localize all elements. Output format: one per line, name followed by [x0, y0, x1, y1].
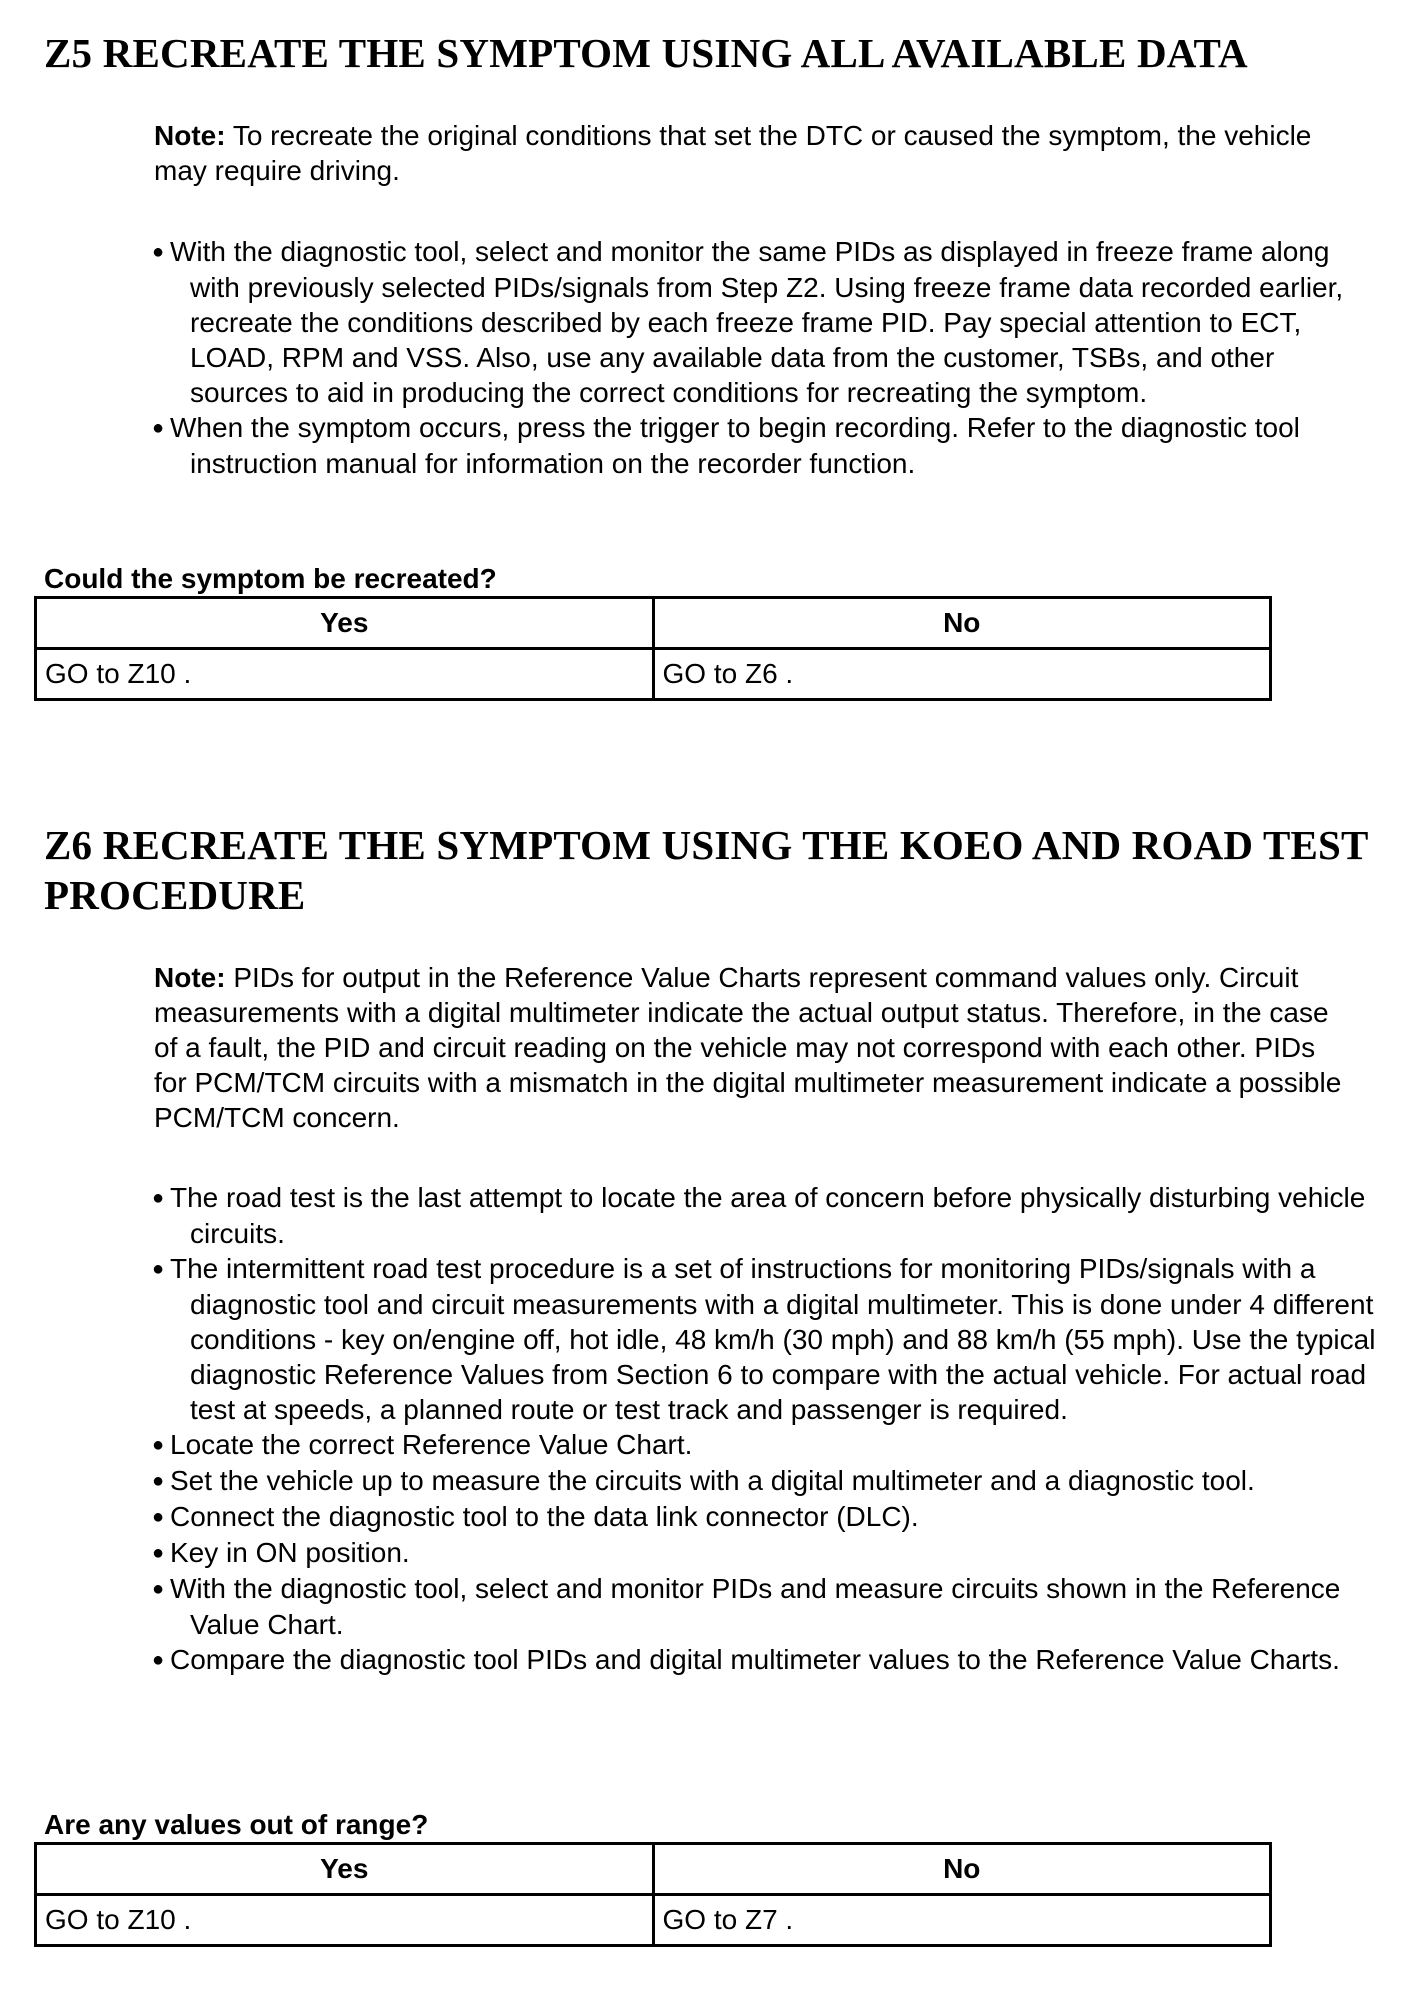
z6-bullet-list: [134, 1180, 1379, 1678]
z6-bullet-item: [134, 1427, 1379, 1463]
z6-bullet-item: [134, 1251, 1379, 1427]
bullet-icon: ●: [152, 1258, 165, 1280]
z6-bullet-text: Key in ON position.: [170, 1537, 410, 1568]
z6-bullet-text: With the diagnostic tool, select and monitor PIDs and measure circuits shown in the Reference Value Chart.: [170, 1573, 1341, 1640]
bullet-icon: ●: [152, 241, 165, 263]
table-header-row: [36, 598, 1271, 649]
yes-header: Yes: [36, 1844, 654, 1895]
z6-note-text: PIDs for output in the Reference Value Charts represent command values only. Circuit measurements with a digital multimeter indicate the actual output status. Therefore, in the case of a fault, the PID and circuit reading on the vehicle may not correspond with each other. PIDs for PCM/TCM circuits with a mismatch in the digital multimeter measurement indicate a possible PCM/TCM concern.: [154, 962, 1342, 1133]
bullet-icon: ●: [152, 1434, 165, 1456]
z6-bullet-text: The road test is the last attempt to locate the area of concern before physically disturbing vehicle circuits.: [170, 1182, 1366, 1249]
bullet-icon: ●: [152, 1542, 165, 1564]
z6-bullet-text: Connect the diagnostic tool to the data link connector (DLC).: [170, 1501, 919, 1532]
bullet-icon: ●: [152, 1187, 165, 1209]
z5-note: [154, 118, 1354, 188]
z5-bullet-item: [134, 234, 1379, 410]
z6-bullet-item: [134, 1642, 1379, 1678]
z6-note: [154, 960, 1354, 1135]
no-action-link[interactable]: GO to Z6 .: [653, 649, 1271, 700]
z6-decision-table: [34, 1842, 1272, 1947]
bullet-icon: ●: [152, 1470, 165, 1492]
z5-bullet-text: With the diagnostic tool, select and monitor the same PIDs as displayed in freeze frame along with previously selected PIDs/signals from Step Z2. Using freeze frame data recorded earlier, recreate the conditions described by each freeze frame PID. Pay special attention to ECT, LOAD, RPM and VSS. Also, use any available data from the customer, TSBs, and other sources to aid in producing the correct conditions for recreating the symptom.: [170, 236, 1344, 408]
z6-bullet-item: [134, 1535, 1379, 1571]
z6-bullet-text: Compare the diagnostic tool PIDs and digital multimeter values to the Reference Value Charts.: [170, 1644, 1340, 1675]
z5-note-text: To recreate the original conditions that set the DTC or caused the symptom, the vehicle may require driving.: [154, 120, 1312, 186]
no-header: No: [653, 598, 1271, 649]
bullet-icon: ●: [152, 1649, 165, 1671]
z5-bullet-item: [134, 410, 1379, 481]
z5-heading: Z5 RECREATE THE SYMPTOM USING ALL AVAILABLE DATA: [44, 30, 1248, 76]
no-header: No: [653, 1844, 1271, 1895]
z6-question: Are any values out of range?: [44, 1809, 429, 1840]
z6-bullet-item: [134, 1571, 1379, 1642]
table-row: [36, 649, 1271, 700]
z6-bullet-item: [134, 1180, 1379, 1251]
table-row: [36, 1895, 1271, 1946]
z6-note-label: Note:: [154, 962, 226, 993]
yes-action-link[interactable]: GO to Z10 .: [36, 649, 654, 700]
bullet-icon: ●: [152, 417, 165, 439]
z6-bullet-item: [134, 1499, 1379, 1535]
bullet-icon: ●: [152, 1578, 165, 1600]
z6-bullet-text: Locate the correct Reference Value Chart.: [170, 1429, 693, 1460]
z5-bullet-list: [134, 234, 1379, 481]
bullet-icon: ●: [152, 1506, 165, 1528]
yes-action-link[interactable]: GO to Z10 .: [36, 1895, 654, 1946]
z6-heading: Z6 RECREATE THE SYMPTOM USING THE KOEO AND ROAD TEST PROCEDURE: [44, 822, 1368, 918]
z6-bullet-text: The intermittent road test procedure is a set of instructions for monitoring PIDs/signals with a diagnostic tool and circuit measurements with a digital multimeter. This is done under 4 different conditions - key on/engine off, hot idle, 48 km/h (30 mph) and 88 km/h (55 mph). Use the typical diagnostic Reference Values from Section 6 to compare with the actual vehicle. For actual road test at speeds, a planned route or test track and passenger is required.: [170, 1253, 1376, 1425]
z5-question: Could the symptom be recreated?: [44, 563, 497, 594]
z6-bullet-item: [134, 1463, 1379, 1499]
z5-note-label: Note:: [154, 120, 226, 151]
z5-bullet-text: When the symptom occurs, press the trigger to begin recording. Refer to the diagnostic tool instruction manual for information on the recorder function.: [170, 412, 1300, 479]
yes-header: Yes: [36, 598, 654, 649]
z5-decision-table: [34, 596, 1272, 701]
no-action-link[interactable]: GO to Z7 .: [653, 1895, 1271, 1946]
table-header-row: [36, 1844, 1271, 1895]
z6-bullet-text: Set the vehicle up to measure the circuits with a digital multimeter and a diagnostic tool.: [170, 1465, 1255, 1496]
